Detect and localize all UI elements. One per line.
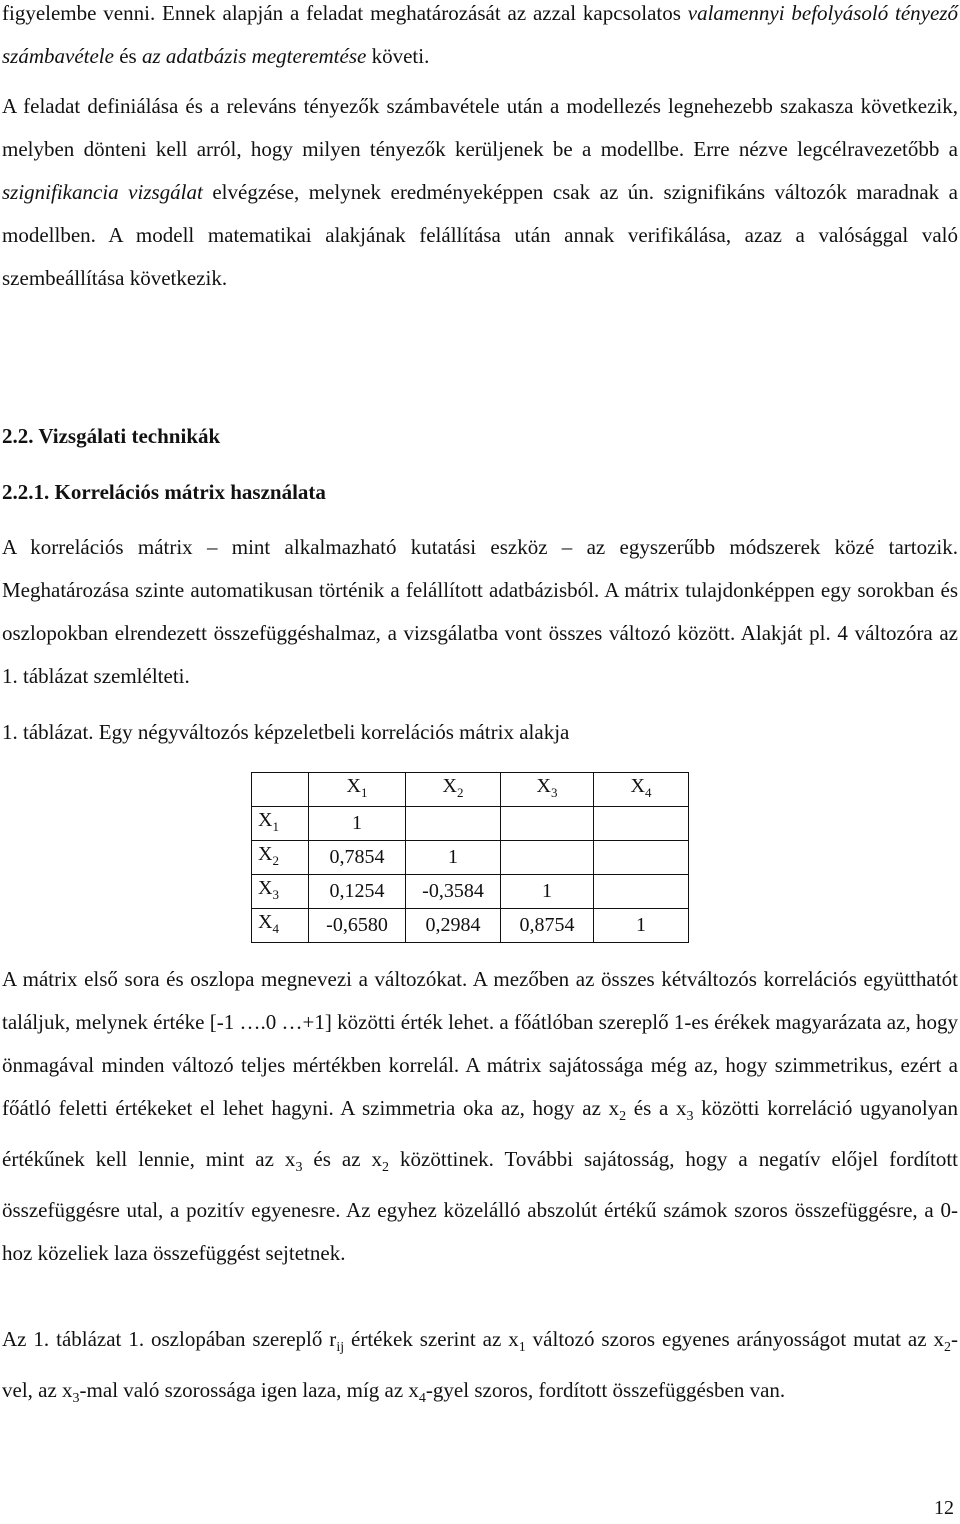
correlation-value-cell	[594, 875, 689, 909]
subscript: 1	[518, 1340, 526, 1356]
correlation-value-cell: 0,1254	[309, 875, 406, 909]
italic-term: az adatbázis megteremtése	[141, 44, 367, 68]
correlation-value-cell: 0,2984	[406, 909, 501, 943]
subscript: 2	[382, 1160, 390, 1176]
correlation-value-cell	[501, 841, 594, 875]
paragraph-modelling	[2, 85, 958, 300]
correlation-value-cell	[501, 807, 594, 841]
table-caption: 1. táblázat. Egy négyváltozós képzeletbeli korrelációs mátrix alakja	[2, 720, 570, 744]
subscript: 2	[619, 1109, 627, 1125]
paragraph-example	[2, 1318, 958, 1420]
text-run: Az 1. táblázat 1. oszlopában szereplő r	[2, 1327, 337, 1351]
correlation-value-cell: -0,6580	[309, 909, 406, 943]
column-header-cell: $X_3$	[501, 773, 594, 807]
correlation-value-cell: 1	[406, 841, 501, 875]
section-heading: 2.2. Vizsgálati technikák	[2, 424, 221, 448]
table-row	[252, 875, 689, 909]
subscript: 3	[686, 1109, 694, 1125]
paragraph-intro	[2, 0, 958, 78]
column-header-cell: $X_4$	[594, 773, 689, 807]
text-run: és az x	[302, 1147, 383, 1172]
text-run: értékek szerint az x	[344, 1327, 519, 1351]
text-run: A feladat definiálása és a releváns tényezők számbavétele után a modellezés legnehezebb szakasza következik, melyben dönteni kell arról, hogy milyen tényezők kerüljenek be a modellbe. Erre nézve legcélravezetőbb a	[2, 94, 958, 161]
correlation-value-cell	[594, 807, 689, 841]
text-run: figyelembe venni. Ennek alapján a feladat meghatározását az azzal kapcsolatos	[2, 1, 688, 25]
text-run: és	[113, 44, 142, 68]
paragraph-matrix-intro	[2, 526, 958, 698]
correlation-matrix-table	[251, 772, 689, 943]
row-header-cell: $X_4$	[252, 909, 309, 943]
column-header-cell: $X_2$	[406, 773, 501, 807]
subscript: ij	[336, 1340, 345, 1356]
text-run: közöttinek. További sajátosság, hogy a negatív előjel fordított összefüggésre utal, a pozitív egyenesre. Az egyhez közelálló abszolút értékű számok szoros összefüggésre, a 0-hoz közeliek laza összefüggést sejtetnek.	[2, 1147, 958, 1266]
correlation-value-cell: 0,8754	[501, 909, 594, 943]
row-header-cell: $X_1$	[252, 807, 309, 841]
text-run: -vel, az x	[2, 1327, 958, 1403]
correlation-value-cell	[406, 807, 501, 841]
text-run: elvégzése, melynek eredményeképpen csak az ún. szignifikáns változók maradnak a modellben. A modell matematikai alakjának felállítása után annak verifikálása, azaz a valósággal való szembeállítása következik.	[2, 180, 958, 290]
text-run: változó szoros egyenes arányosságot mutat az x	[525, 1327, 944, 1351]
correlation-value-cell: -0,3584	[406, 875, 501, 909]
text-run: -mal való szorossága igen laza, míg az x	[79, 1378, 419, 1403]
row-header-cell: $X_3$	[252, 875, 309, 909]
table-row	[252, 841, 689, 875]
correlation-value-cell: 1	[594, 909, 689, 943]
subscript: 3	[72, 1391, 80, 1407]
text-run: A korrelációs mátrix – mint alkalmazható kutatási eszköz – az egyszerűbb módszerek közé tartozik. Meghatározása szinte automatikusan történik a felállított adatbázisból. A mátrix tulajdonképpen egy sorokban és oszlopokban elrendezett összefüggéshalmaz, a vizsgálatba vont összes változó között. Alakját pl. 4 változóra az 1. táblázat szemlélteti.	[2, 535, 958, 688]
text-run: közötti korreláció ugyanolyan értékűnek kell lennie, mint az x	[2, 1096, 958, 1172]
paragraph-matrix-explanation	[2, 958, 958, 1275]
table-row	[252, 909, 689, 943]
text-run: A mátrix első sora és oszlopa megnevezi a változókat. A mezőben az összes kétváltozós korrelációs együtthatót találjuk, melynek értéke [-1 ….0 …+1] közötti érték lehet. a főátlóban szereplő 1-es érékek magyarázata az, hogy önmagával minden változó teljes mértékben korrelál. A mátrix sajátossága még az, hogy szimmetrikus, ezért a főátló feletti értékeket el lehet hagyni. A szimmetria oka az, hogy az x	[2, 967, 958, 1120]
italic-term: szignifikancia vizsgálat	[2, 180, 203, 204]
correlation-value-cell	[594, 841, 689, 875]
subsection-heading: 2.2.1. Korrelációs mátrix használata	[2, 480, 326, 504]
correlation-value-cell: 1	[501, 875, 594, 909]
subscript: 3	[295, 1160, 303, 1176]
subscript: 2	[944, 1340, 951, 1356]
text-run: -gyel szoros, fordított összefüggésben van.	[425, 1378, 786, 1403]
correlation-value-cell: 0,7854	[309, 841, 406, 875]
subscript: 4	[418, 1391, 426, 1407]
correlation-value-cell: 1	[309, 807, 406, 841]
text-run: és a x	[626, 1096, 687, 1120]
page-number: 12	[934, 1497, 954, 1519]
text-run: követi.	[366, 44, 430, 68]
italic-term: valamennyi befolyásoló tényező számbavétele	[2, 1, 958, 68]
table-header-row	[252, 773, 689, 807]
table-corner-cell	[252, 773, 309, 807]
row-header-cell: $X_2$	[252, 841, 309, 875]
table-row	[252, 807, 689, 841]
column-header-cell: $X_1$	[309, 773, 406, 807]
